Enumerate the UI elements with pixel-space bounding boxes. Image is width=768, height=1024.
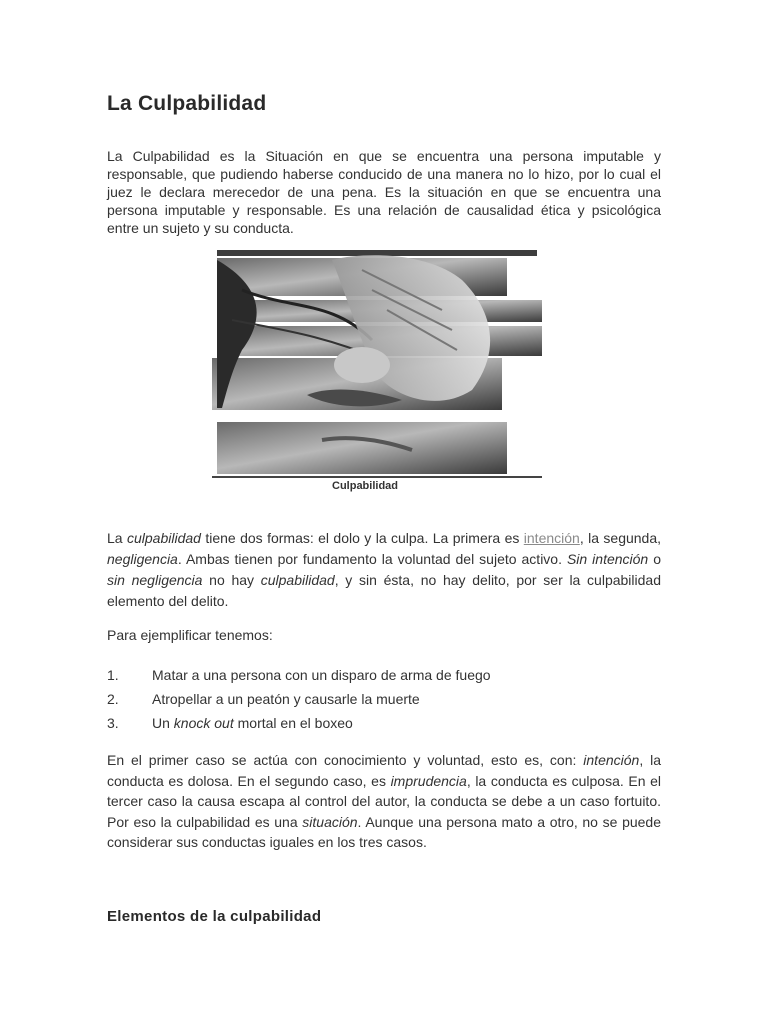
ejemplificar-paragraph: Para ejemplificar tenemos: (107, 627, 273, 643)
text-run: , y sin ésta, no hay delito, por ser la culpabilidad elemento del delito. (107, 572, 662, 609)
text-run: . Ambas tienen por fundamento la voluntad del sujeto activo. (177, 551, 567, 567)
page-title: La Culpabilidad (107, 92, 267, 115)
examples-list (107, 665, 491, 737)
text-run-italic: imprudencia (390, 772, 467, 789)
list-item (107, 689, 491, 713)
list-number: 3. (107, 715, 119, 731)
list-number: 1. (107, 667, 119, 683)
list-item (107, 713, 491, 737)
text-run: tiene dos formas: el dolo y la culpa. La primera es (200, 530, 524, 546)
list-item-text: Matar a una persona con un disparo de arma de fuego (152, 667, 491, 683)
text-run-italic: negligencia (107, 551, 178, 567)
text-run-italic: culpabilidad (126, 530, 201, 546)
text-run: , la conducta es culposa. En el tercer caso la causa escapa al control del autor, la conducta se debe a un caso fortuito. Por eso la culpabilidad es una (107, 772, 661, 830)
text-run: no hay (202, 572, 261, 588)
text-run: En el primer caso se actúa con conocimiento y voluntad, esto es, con: (107, 752, 584, 768)
section-heading: Elementos de la culpabilidad (107, 908, 322, 925)
list-number: 2. (107, 691, 119, 707)
text-run-italic: culpabilidad (260, 572, 335, 588)
text-run-italic: Sin intención (566, 551, 649, 567)
list-item-text-italic: knock out (173, 715, 234, 731)
culpabilidad-figure (212, 250, 542, 500)
list-item-text: mortal en el boxeo (233, 715, 353, 731)
casos-paragraph (107, 750, 661, 853)
intencion-link[interactable]: intención (523, 530, 580, 546)
formas-paragraph (107, 528, 661, 612)
figure-caption: Culpabilidad (332, 480, 398, 492)
text-run: . Aunque una persona mato a otro, no se puede considerar sus conductas iguales en los tres casos. (107, 813, 661, 850)
text-run: , la segunda, (579, 530, 662, 546)
text-run: o (648, 551, 661, 567)
text-run-italic: intención (583, 752, 640, 768)
text-run: , la conducta es dolosa. En el segundo caso, es (107, 752, 661, 789)
intro-paragraph: La Culpabilidad es la Situación en que se encuentra una persona imputable y responsable, que pudiendo haberse conducido de una manera no lo hizo, por lo cual el juez le declara merecedor de una pena. Es la situación en que se encuentra una persona imputable y responsable. Es una relación de causalidad ética y psicológica entre un sujeto y su conducta. (107, 148, 661, 236)
list-item-text: Atropellar a un peatón y causarle la muerte (152, 691, 420, 707)
text-run-italic: situación (302, 813, 358, 830)
text-run: La (107, 530, 127, 546)
list-item-text: Un (152, 715, 174, 731)
list-item (107, 665, 491, 689)
distressed-face-image (212, 250, 542, 480)
text-run-italic: sin negligencia (107, 572, 203, 588)
